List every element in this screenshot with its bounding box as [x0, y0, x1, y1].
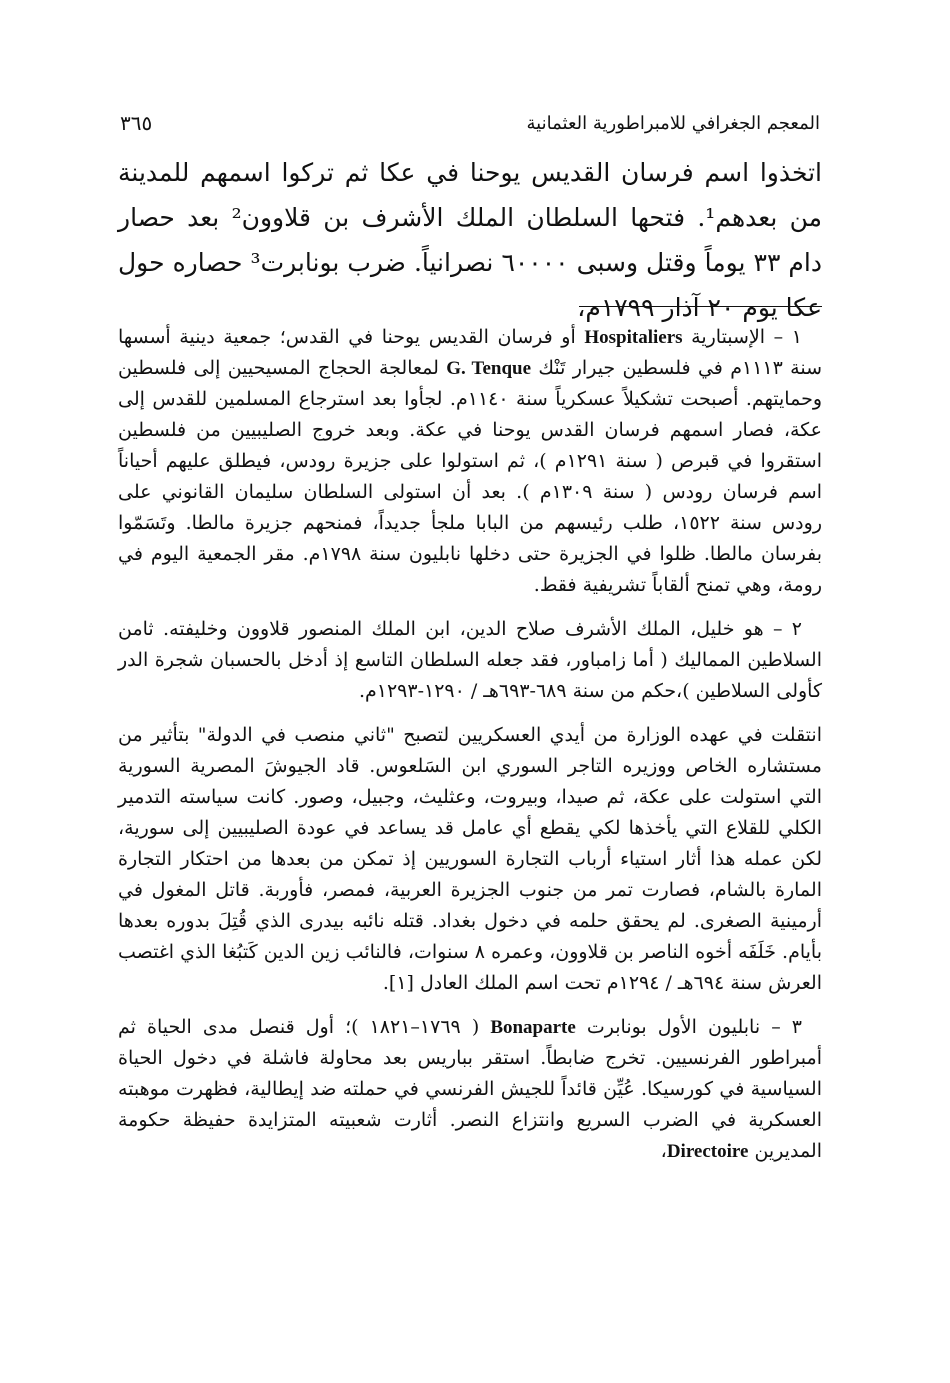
running-header	[120, 106, 820, 140]
footnote-2: ٢ – هو خليل، الملك الأشرف صلاح الدين، ابن الملك المنصور قلاوون وخليفته. ثامن السلاطين المماليك ( أما زامباور، فقد جعله السلطان التاسع إذ أدخل بالحسبان شجرة الدر كأولى السلاطين )،حكم من سنة ٦٨٩-٦٩٣هـ / ١٢٩٠-١٢٩٣م.	[118, 618, 822, 702]
footnote-3-latin-term-directoire: Directoire	[666, 1141, 749, 1162]
footnote-2-continued: انتقلت في عهده الوزارة من أيدي العسكريين لتصبح "ثاني منصب في الدولة" بتأثير من مستشاره الخاص ووزيره التاجر السوري ابن السَلعوس. قاد الجيوشَ المصرية السورية التي استولت على عكة، ثم صيدا، وبيروت، وعثليث، وجبيل، وصور. كانت سياسته التدمير الكلي للقلاع التي يأخذها لكي يقطع أي عامل قد يساعد في عودة الصليبيين إلى سورية، لكن عمله هذا أثار استياء أرباب التجارة السوريين إذ تمكن من بعدها من احتكار التجارة المارة بالشام، فصارت تمر من جنوب الجزيرة العربية، فمصر، فأوربة. قاتل المغول في أرمينية الصغرى. لم يحقق حلمه في دخول بغداد. قتله نائبه بيدرى الذي قُتِلَ بدوره بعدها بأيام. خَلَفَه أخوه الناصر بن قلاوون، وعمره ٨ سنوات، فالنائب زين الدين كَتبُغا الذي اغتصب العرش سنة ٦٩٤هـ / ١٢٩٤م تحت اسم الملك العادل [١].	[118, 724, 822, 994]
footnote-3	[118, 1012, 822, 1167]
footnotes-section	[118, 322, 822, 1180]
running-title: المعجم الجغرافي للامبراطورية العثمانية	[526, 112, 820, 134]
footnote-1-middle: أو فرسان القديس يوحنا في القدس؛ جمعية دينية أسسها سنة ١١١٣م في فلسطين جيرار تَنْك	[118, 326, 822, 379]
footnote-1-body: لمعالجة الحجاج المسيحيين إلى فلسطين وحمايتهم. أصبحت تشكيلاً عسكرياً سنة ١١٤٠م. لجأوا بعد استرجاع المسلمين للقدس إلى عكة، فصار اسمهم فرسان القدس يوحنا في عكة. وبعد خروج الصليبيين من فلسطين استقروا في قبرص ( سنة ١٢٩١م )، ثم استولوا على جزيرة رودس، فيطلق عليهم أحياناً اسم فرسان رودس ( سنة ١٣٠٩م ). بعد أن استولى السلطان سليمان القانوني على رودس سنة ١٥٢٢، طلب رئيسهم من البابا ملجأ جديداً، فمنحهم جزيرة مالطا. وتَسَمّوا بفرسان مالطا. ظلوا في الجزيرة حتى دخلها نابليون سنة ١٧٩٨م. مقر الجمعية اليوم في رومة، وهي تمنح ألقاباً تشريفية فقط.	[118, 357, 822, 596]
footnote-1	[118, 322, 822, 601]
page-number: ٣٦٥	[120, 111, 153, 135]
main-paragraph: اتخذوا اسم فرسان القديس يوحنا في عكا ثم تركوا اسمهم للمدينة من بعدهم¹. فتحها السلطان الملك الأشرف بن قلاوون² بعد حصار دام ٣٣ يوماً وقتل وسبى ٦٠٠٠٠ نصرانياً. ضرب بونابرت³ حصاره حول عكا يوم ٢٠ آذار ١٧٩٩م،	[118, 158, 822, 322]
footnote-1-intro: ١ – الإسبتارية	[682, 326, 802, 348]
footnote-3-body: ( ١٧٦٩–١٨٢١ )؛ أول قنصل مدى الحياة ثم أمبراطور الفرنسيين. تخرج ضابطاً. استقر بباريس بعد محاولة فاشلة في دخول الحياة السياسية في كورسيكا. عُيِّن قائداً للجيش الفرنسي في حملته ضد إيطالية، فظهرت موهبته العسكرية في الضرب السريع وانتزاع النصر. أثارت شعبيته المتزايدة حفيظة حكومة المديرين	[118, 1016, 822, 1162]
footnote-3-latin-term-bonaparte: Bonaparte	[490, 1017, 576, 1038]
footnote-1-latin-term-hospitaliers: Hospitaliers	[584, 327, 683, 348]
footnote-3-intro: ٣ – نابليون الأول بونابرت	[575, 1016, 802, 1038]
footnote-divider	[579, 306, 822, 307]
main-text	[118, 150, 822, 330]
footnote-1-latin-term-tenque: G. Tenque	[446, 358, 532, 379]
footnote-3-end: ،	[660, 1140, 667, 1162]
